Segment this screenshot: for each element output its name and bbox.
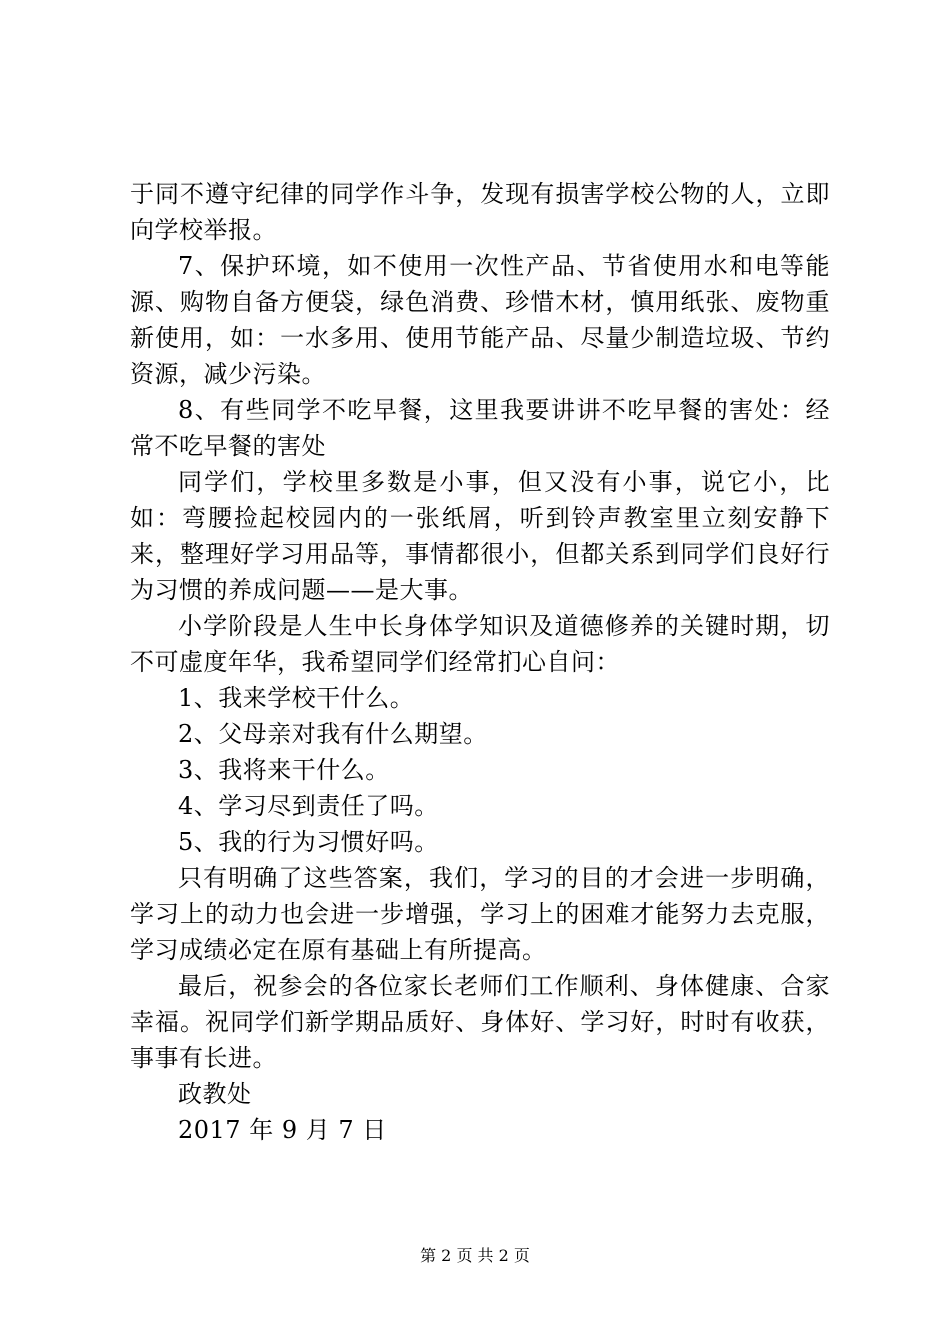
paragraph: 同学们，学校里多数是小事，但又没有小事，说它小，比如：弯腰捡起校园内的一张纸屑，听到铃声教室里立刻安静下来，整理好学习用品等，事情都很小，但都关系到同学们良好行为习惯的养成问题——是大事。	[130, 468, 830, 604]
page-number-label: 第 2 页 共 2 页	[420, 1246, 530, 1265]
paragraph: 小学阶段是人生中长身体学知识及道德修养的关键时期，切不可虚度年华，我希望同学们经常扪心自问：	[130, 612, 830, 676]
paragraph: 于同不遵守纪律的同学作斗争，发现有损害学校公物的人，立即向学校举报。	[130, 180, 830, 244]
list-item: 5、我的行为习惯好吗。	[178, 828, 439, 856]
list-item: 2、父母亲对我有什么期望。	[178, 720, 488, 748]
signature-date: 2017 年 9 月 7 日	[178, 1116, 387, 1144]
paragraph: 7、保护环境，如不使用一次性产品、节省使用水和电等能源、购物自备方便袋，绿色消费、珍惜木材，慎用纸张、废物重新使用，如：一水多用、使用节能产品、尽量少制造垃圾、节约资源，减少污染。	[130, 252, 830, 388]
paragraph: 最后，祝参会的各位家长老师们工作顺利、身体健康、合家幸福。祝同学们新学期品质好、身体好、学习好，时时有收获，事事有长进。	[130, 972, 830, 1072]
document-body	[130, 176, 830, 1148]
list-item: 3、我将来干什么。	[178, 756, 390, 784]
paragraph: 只有明确了这些答案，我们，学习的目的才会进一步明确，学习上的动力也会进一步增强，学习上的困难才能努力去克服，学习成绩必定在原有基础上有所提高。	[130, 864, 830, 964]
signature-department: 政教处	[178, 1080, 252, 1108]
list-item: 4、学习尽到责任了吗。	[178, 792, 439, 820]
page-footer	[0, 1246, 950, 1266]
paragraph: 8、有些同学不吃早餐，这里我要讲讲不吃早餐的害处：经常不吃早餐的害处	[130, 396, 830, 460]
list-item: 1、我来学校干什么。	[178, 684, 415, 712]
